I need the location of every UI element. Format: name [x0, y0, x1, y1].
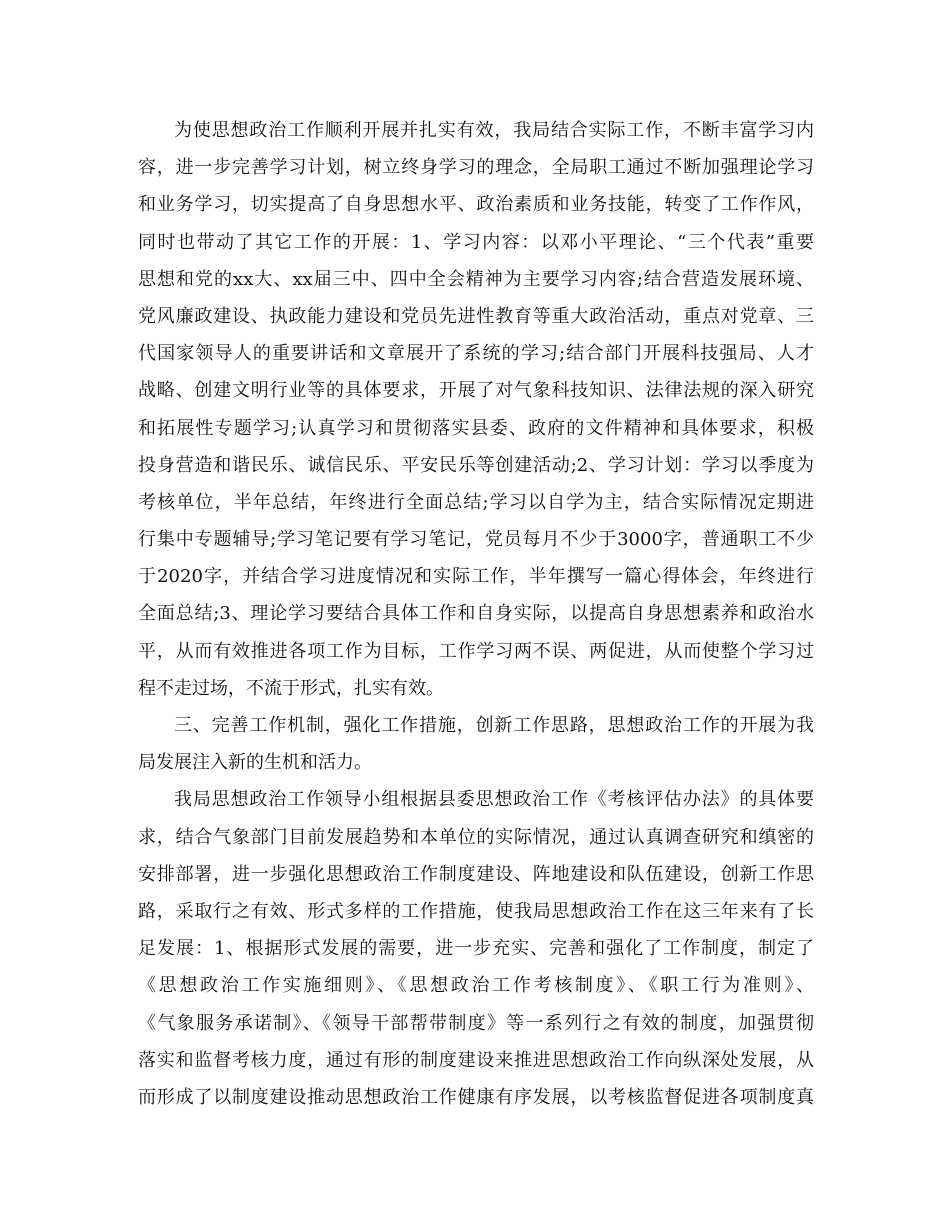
text-line: 而形成了以制度建设推动思想政治工作健康有序发展，以考核监督促进各项制度真	[138, 1086, 814, 1108]
text-line: 安排部署，进一步强化思想政治工作制度建设、阵地建设和队伍建设，创新工作思	[138, 863, 814, 885]
text-line: 足发展：1、根据形式发展的需要，进一步充实、完善和强化了工作制度，制定了	[138, 938, 814, 960]
paragraph-study-content	[138, 112, 814, 707]
text-line: 平，从而有效推进各项工作为目标，工作学习两不误、两促进，从而使整个学习过	[138, 640, 814, 662]
paragraph-work-mechanism	[138, 781, 814, 1116]
text-line: 路，采取行之有效、形式多样的工作措施，使我局思想政治工作在这三年来有了长	[138, 900, 814, 922]
text-line: 为使思想政治工作顺利开展并扎实有效，我局结合实际工作，不断丰富学习内	[174, 120, 814, 141]
text-line: 《气象服务承诺制》、《领导干部帮带制度》等一系列行之有效的制度，加强贯彻	[138, 1012, 814, 1034]
document-body	[138, 112, 814, 1116]
paragraph-section-three-heading	[138, 707, 814, 781]
text-line: 于2020字，并结合学习进度情况和实际工作，半年撰写一篇心得体会，年终进行	[138, 566, 814, 588]
text-line: 我局思想政治工作领导小组根据县委思想政治工作《考核评估办法》的具体要	[174, 789, 814, 811]
text-line: 思想和党的xx大、xx届三中、四中全会精神为主要学习内容;结合营造发展环境、	[138, 268, 814, 290]
text-line: 和业务学习，切实提高了自身思想水平、政治素质和业务技能，转变了工作作风，	[138, 194, 814, 216]
text-line: 程不走过场，不流于形式，扎实有效。	[138, 677, 444, 699]
text-line: 党风廉政建设、执政能力建设和党员先进性教育等重大政治活动，重点对党章、三	[138, 305, 814, 327]
text-line: 考核单位，半年总结，年终进行全面总结;学习以自学为主，结合实际情况定期进	[138, 491, 814, 513]
text-line: 局发展注入新的生机和活力。	[138, 752, 372, 774]
text-line: 战略、创建文明行业等的具体要求，开展了对气象科技知识、法律法规的深入研究	[138, 380, 814, 402]
text-line: 行集中专题辅导;学习笔记要有学习笔记，党员每月不少于3000字，普通职工不少	[138, 529, 814, 551]
text-line: 和拓展性专题学习;认真学习和贯彻落实县委、政府的文件精神和具体要求，积极	[138, 417, 814, 439]
text-line: 同时也带动了其它工作的开展：1、学习内容：以邓小平理论、“三个代表”重要	[138, 231, 814, 253]
text-line: 投身营造和谐民乐、诚信民乐、平安民乐等创建活动;2、学习计划：学习以季度为	[138, 454, 814, 476]
text-line: 全面总结;3、理论学习要结合具体工作和自身实际，以提高自身思想素养和政治水	[138, 603, 814, 625]
text-line: 《思想政治工作实施细则》、《思想政治工作考核制度》、《职工行为准则》、	[138, 975, 814, 997]
text-line: 代国家领导人的重要讲话和文章展开了系统的学习;结合部门开展科技强局、人才	[138, 343, 814, 365]
text-line: 求，结合气象部门目前发展趋势和本单位的实际情况，通过认真调查研究和缜密的	[138, 826, 814, 848]
text-line: 落实和监督考核力度，通过有形的制度建设来推进思想政治工作向纵深处发展，从	[138, 1049, 814, 1071]
text-line: 三、完善工作机制，强化工作措施，创新工作思路，思想政治工作的开展为我	[174, 715, 814, 736]
text-line: 容，进一步完善学习计划，树立终身学习的理念，全局职工通过不断加强理论学习	[138, 157, 814, 179]
